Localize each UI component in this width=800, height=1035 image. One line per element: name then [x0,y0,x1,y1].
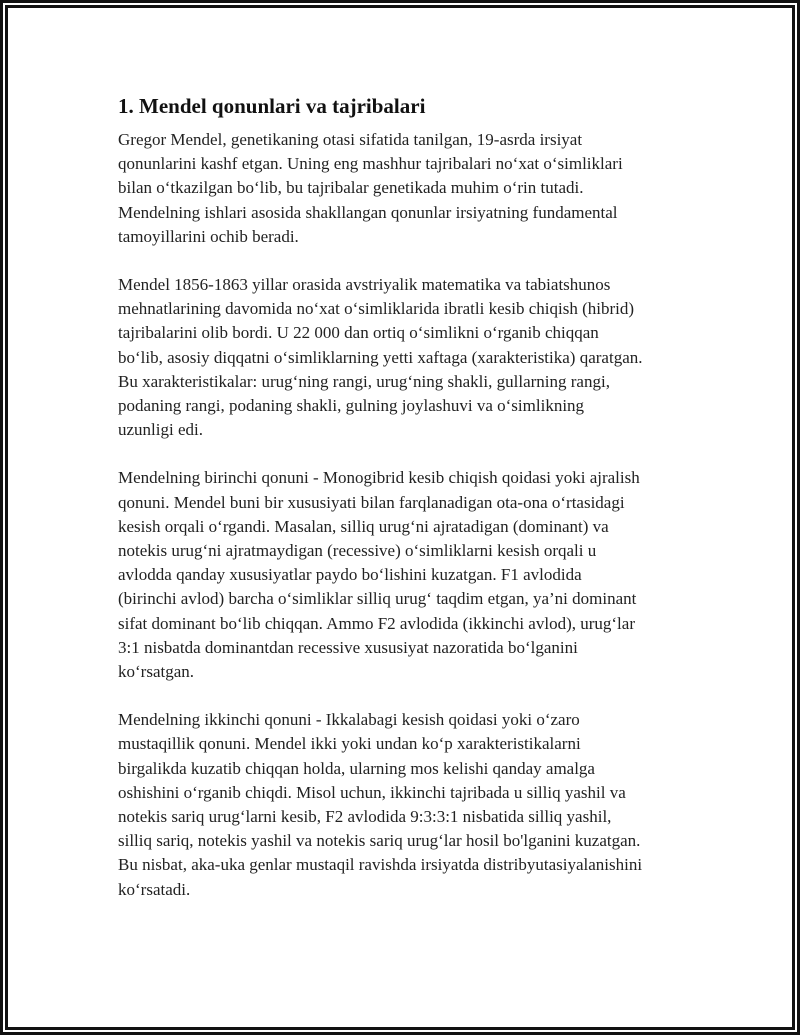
paragraph-intro: Gregor Mendel, genetikaning otasi sifatida tanilgan, 19-asrda irsiyat qonunlarini kashf etgan. Uning eng mashhur tajribalari no‘xat o‘simliklari bilan o‘tkazilgan bo‘lib, bu tajribalar genetikada muhim o‘rin tutadi. Mendelning ishlari asosida shakllangan qonunlar irsiyatning fundamental tamoyillarini ochib beradi. [118,130,623,246]
document-body [118,92,688,926]
paragraph-second-law: Mendelning ikkinchi qonuni - Ikkalabagi kesish qoidasi yoki o‘zaro mustaqillik qonuni. Mendel ikki yoki undan ko‘p xarakteristikalarni birgalikda kuzatib chiqqan holda, ularning mos kelishi qanday amalga oshishini o‘rganib chiqdi. Misol uchun, ikkinchi tajribada u silliq yashil va notekis sariq urug‘larni kesib, F2 avlodida 9:3:3:1 nisbatida silliq yashil, silliq sariq, notekis yashil va notekis sariq urug‘lar hosil bo'lganini kuzatgan. Bu nisbat, aka-uka genlar mustaqil ravishda irsiyatda distribyutasiyalanishini ko‘rsatadi. [118,710,643,899]
paragraph-first-law: Mendelning birinchi qonuni - Monogibrid kesib chiqish qoidasi yoki ajralish qonuni. Mendel buni bir xususiyati bilan farqlanadigan ota-ona o‘rtasidagi kesish orqali o‘rgandi. Masalan, silliq urug‘ni ajratadigan (dominant) va notekis urug‘ni ajratmaydigan (recessive) o‘simliklarni kesish orqali u avlodda qanday xususiyatlar paydo bo‘lishini kuzatgan. F1 avlodida (birinchi avlod) barcha o‘simliklar silliq urug‘ taqdim etgan, ya’ni dominant sifat dominant bo‘lib chiqqan. Ammo F2 avlodida (ikkinchi avlod), urug‘lar 3:1 nisbatda dominantdan recessive xususiyat nazoratida bo‘lganini ko‘rsatgan. [118,468,640,682]
section-heading: 1. Mendel qonunlari va tajribalari [118,94,426,118]
paragraph-experiments: Mendel 1856-1863 yillar orasida avstriyalik matematika va tabiatshunos mehnatlarining davomida no‘xat o‘simliklarida ibratli kesib chiqish (hibrid) tajribalarini olib bordi. U 22 000 dan ortiq o‘simlikni o‘rganib chiqqan bo‘lib, asosiy diqqatni o‘simliklarning yetti xaftaga (xarakteristika) qaratgan. Bu xarakteristikalar: urug‘ning rangi, urug‘ning shakli, gullarning rangi, podaning rangi, podaning shakli, gulning joylashuvi va o‘simlikning uzunligi edi. [118,275,643,440]
